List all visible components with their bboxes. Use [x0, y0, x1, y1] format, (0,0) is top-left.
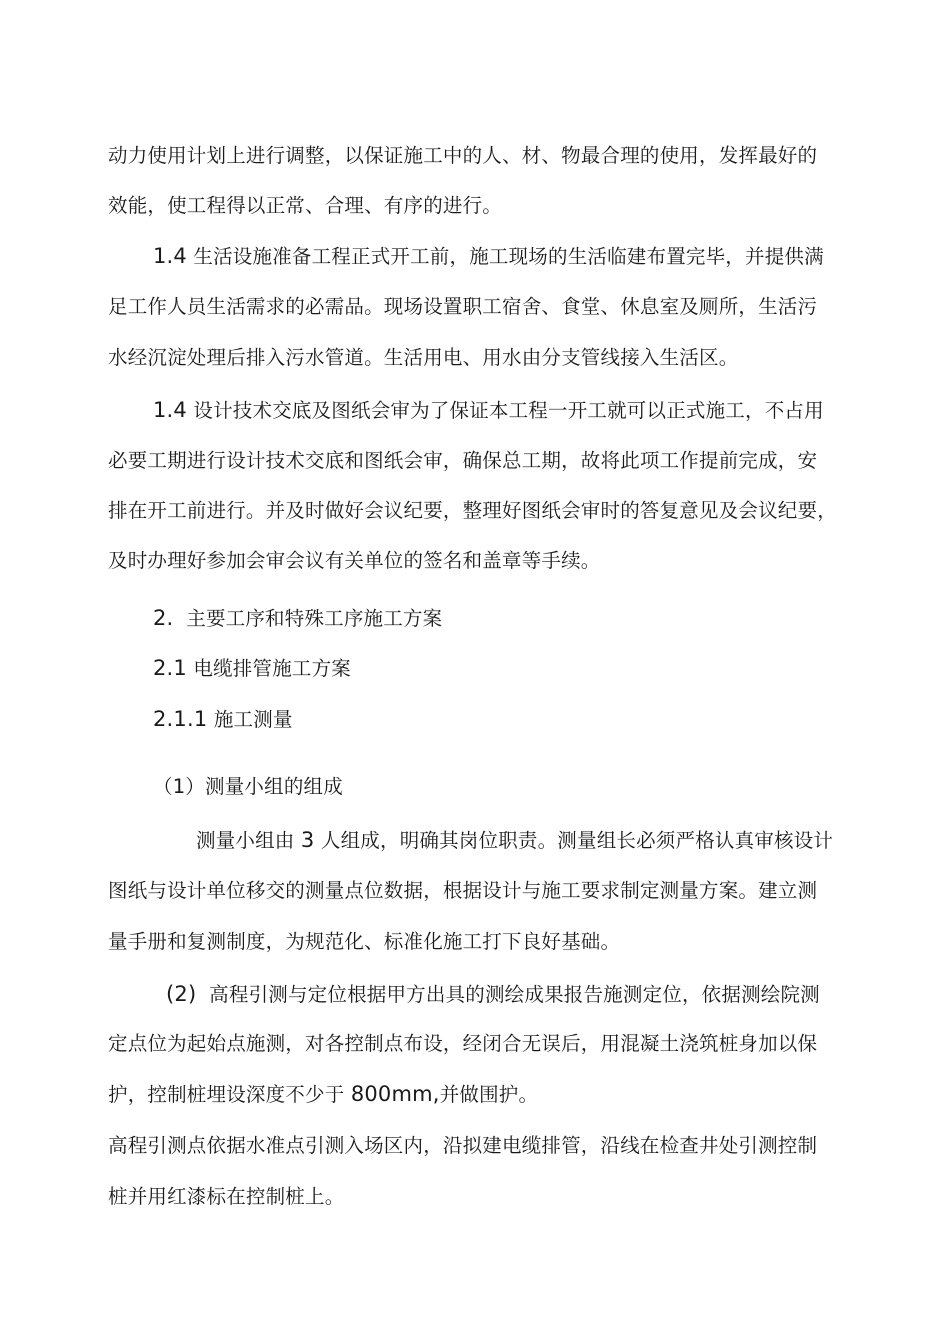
- section-heading: [153, 605, 442, 632]
- item-number: (2): [166, 982, 197, 1006]
- paragraph-line: 足工作人员生活需求的必需品。现场设置职工宿舍、食堂、休息室及厕所，生活污: [108, 295, 818, 318]
- paragraph-text: 护，控制桩埋设深度不少于: [108, 1083, 345, 1106]
- heading-text: 电缆排管施工方案: [193, 657, 352, 680]
- paragraph-line: [166, 981, 820, 1008]
- paragraph-line: [196, 827, 833, 854]
- section-number: 1.4: [153, 244, 187, 268]
- section-number: 2.: [153, 606, 174, 630]
- paragraph-text: 并做围护。: [439, 1083, 539, 1106]
- paragraph-line: 动力使用计划上进行调整，以保证施工中的人、材、物最合理的使用，发挥最好的: [108, 144, 818, 167]
- inline-number: 800mm,: [350, 1082, 440, 1106]
- paragraph-text: 高程引测与定位根据甲方出具的测绘成果报告施测定位，依据测绘院测: [209, 983, 820, 1006]
- subsection-heading: [153, 706, 293, 733]
- paragraph-line: 水经沉淀处理后排入污水管道。生活用电、用水由分支管线接入生活区。: [108, 346, 739, 369]
- paragraph-line: 排在开工前进行。并及时做好会议纪要，整理好图纸会审时的答复意见及会议纪要，: [108, 499, 837, 522]
- paragraph-line: 效能，使工程得以正常、合理、有序的进行。: [108, 194, 503, 217]
- paragraph-line: [153, 243, 824, 270]
- paragraph-line: 定点位为起始点施测，对各控制点布设，经闭合无误后，用混凝土浇筑桩身加以保: [108, 1032, 818, 1055]
- section-number: 1.4: [153, 398, 187, 422]
- paragraph-text: 人组成，明确其岗位职责。测量组长必须严格认真审核设计: [320, 829, 834, 852]
- paragraph-line: 及时办理好参加会审会议有关单位的签名和盖章等手续。: [108, 549, 601, 572]
- paragraph-line: 必要工期进行设计技术交底和图纸会审，确保总工期，故将此项工作提前完成，安: [108, 449, 818, 472]
- item-number: （1）: [153, 775, 206, 798]
- paragraph-line: 图纸与设计单位移交的测量点位数据，根据设计与施工要求制定测量方案。建立测: [108, 879, 818, 902]
- heading-text: 主要工序和特殊工序施工方案: [186, 607, 443, 630]
- heading-text: 测量小组的组成: [205, 775, 343, 798]
- section-number: 2.1: [153, 656, 187, 680]
- paragraph-line: [108, 1081, 538, 1108]
- section-number: 2.1.1: [153, 707, 208, 731]
- paragraph-line: 高程引测点依据水准点引测入场区内，沿拟建电缆排管，沿线在检查井处引测控制: [108, 1134, 818, 1157]
- paragraph-text: 测量小组由: [196, 829, 295, 852]
- subsection-heading: [153, 655, 351, 682]
- heading-text: 施工测量: [213, 708, 293, 731]
- paragraph-text: 生活设施准备工程正式开工前，施工现场的生活临建布置完毕，并提供满: [193, 245, 824, 268]
- list-item-heading: [153, 774, 343, 800]
- paragraph-line: 量手册和复测制度，为规范化、标准化施工打下良好基础。: [108, 930, 621, 953]
- paragraph-text: 设计技术交底及图纸会审为了保证本工程一开工就可以正式施工，不占用: [193, 399, 824, 422]
- paragraph-line: 桩并用红漆标在控制桩上。: [108, 1185, 345, 1208]
- paragraph-line: [153, 397, 824, 424]
- inline-number: 3: [300, 828, 315, 852]
